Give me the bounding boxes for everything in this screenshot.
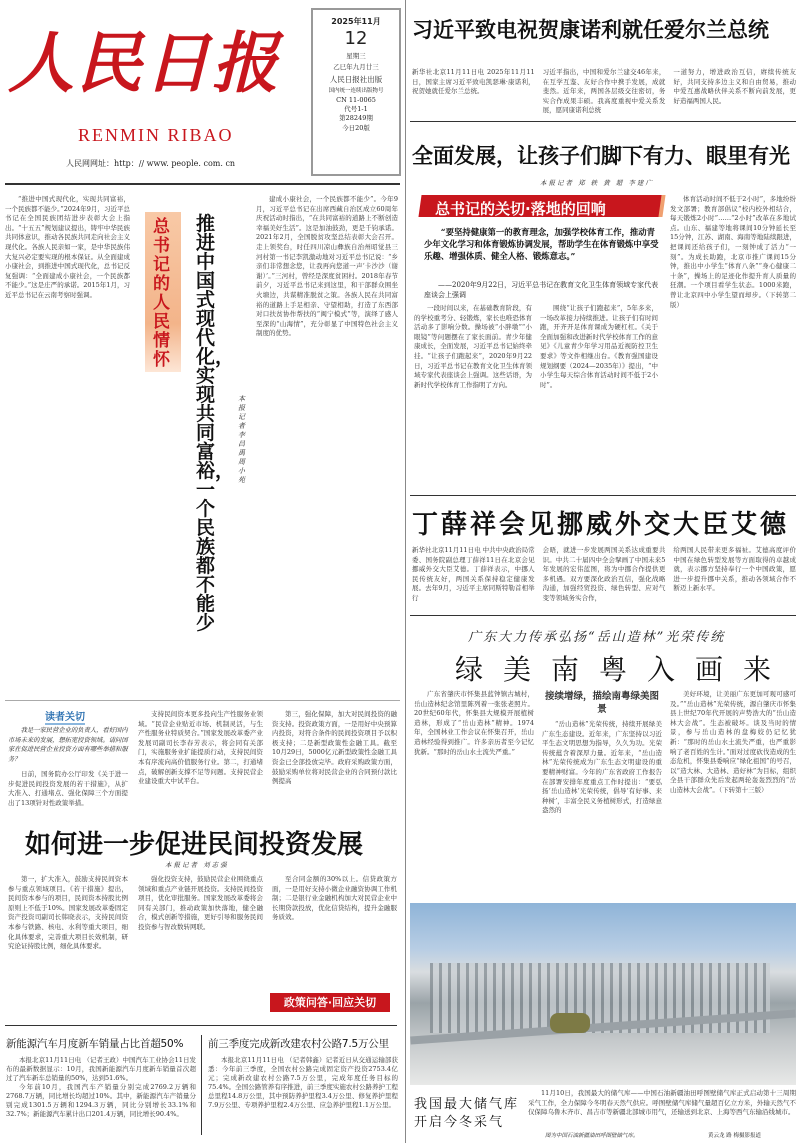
paragraph: 新华社北京11月11日电 中共中央政治局常委、国务院副总理丁薛祥11日在北京会见挪威外交大臣艾德。丁薛祥表示，中挪人民传统友好，两国关系保持稳定健康发展。去年9月，习近平主席同斯特勒首相举行 <box>412 546 535 602</box>
article-a2-col2 <box>540 304 658 390</box>
reader-answer <box>8 770 128 808</box>
paragraph: “岳山造林”光荣传统，持续开展绿美广东生态建设。近年来，广东坚持以习近平生态文明思想为指导，久久为功。光荣传统蕴含着深厚力量。近年来，“岳山造林”光荣传统成为广东生态文明建设的重要精神财富。今年的广东省政府工作报告在部署安排年度重点工作时提出：“要弘扬‘岳山造林’光荣传统，倡导‘有好事、来种树’，丰富全民义务植树形式，打造绿意盎然的 <box>542 720 662 815</box>
paragraph: 美好环境，让美丽广东更加可观可感可及。”“岳山造林”光荣传统，源自肇庆市怀集县上世纪70年代开展的声势浩大的“岳山造林大会战”。生态被破坏。谈及当时的情景，参与岳山造林的盘梅姣仍记忆犹新：“那时的岳山水土流失严重，也严重影响了老百姓的生计。”面对过度砍伐造成的生态危机，怀集县委响应“绿化祖国”的号召，以“造大林、大造林、造好林”为目标，组织全县干部群众先后发起两轮轰轰烈烈的“岳山造林大会战”。（下转第十三版） <box>670 690 796 794</box>
divider <box>201 1035 202 1135</box>
byline-a4: 本报记者 刘志强 <box>165 861 229 869</box>
page-count: 今日20版 <box>342 124 370 132</box>
weekday: 星期三 <box>346 52 366 60</box>
paragraph: 本报北京11月11日电 （记者韩鑫）记者近日从交通运输部获悉：今年前三季度，全国农村公路完成固定资产投资2753.4亿元；完成新改建农村公路7.5万公里，完成年度任务目标的75.4%。全国公路管养有序推进，前三季度实施农村公路养护工程总里程14.8万公里，其中预防养护里程3.4万公里、修复养护里程7.9万公里、专项养护里程2.4万公里、应急养护里程1.1万公里。 <box>208 1056 398 1109</box>
lunar-date: 乙巳年九月廿三 <box>333 63 379 71</box>
date-day: 12 <box>344 28 368 49</box>
section-banner-label: 总书记的关切·落地的回响 <box>435 200 606 218</box>
date-year-month: 2025年11月 <box>331 17 381 26</box>
paragraph: 11月10日，我国最大的储气库——中国石油新疆油田呼图壁储气库正式启动第十三周期采气工作，全力保障今冬明春天然气供应。呼图壁储气库储气量超百亿立方米，外输天然气不仅保障乌鲁木齐市、昌吉市等新疆北部城市用气，还输送到北京、上海等西气东输沿线城市。 <box>528 1089 796 1117</box>
article-a2-col1 <box>414 304 532 390</box>
divider <box>410 495 796 496</box>
paragraph: 一道努力，增进政治互信，赓续传统友好，共同支持多边主义和自由贸易，推动中爱互惠战略伙伴关系不断向前发展，更好造福两国人民。 <box>673 68 797 105</box>
article-a8-col3 <box>670 690 796 796</box>
paragraph: 本报北京11月11日电 （记者王政）中国汽车工业协会11日发布的最新数据显示：10月，我国新能源汽车月度新车销量首次超过了汽车新车总销量的50%，达到51.6%。 <box>6 1056 196 1082</box>
website-link[interactable]: 人民网网址：http：// www. people. com. cn <box>66 159 236 168</box>
article-a3-col2 <box>256 195 398 339</box>
article-a8-col2 <box>542 690 662 816</box>
headline-a1[interactable]: 习近平致电祝贺康诺利就任爱尔兰总统 <box>412 18 769 42</box>
article-a4-col2 <box>138 875 263 933</box>
byline-a2: 本报记者 郑 轶 黄 超 李建广 <box>540 179 654 187</box>
paragraph: 会晤，就进一步发展两国关系达成重要共识。中共二十届四中全会擘画了中国未来5年发展的宏伟蓝图，将为中挪合作提供更多机遇。双方要深化政治互信，强化战略沟通，加强经贸投资、绿色转型、应对气变等领域务实合作， <box>542 546 666 602</box>
paragraph: 围绕“让孩子们跑起来”，5年多来，一场改革接力持续推进。让孩子们有时间跑，开齐开足体育课成为硬杠杠。《关于全面加强和改进新时代学校体育工作的意见》《儿童青少年学习用品近视防控卫生要求》等文件相继出台。《教育强国建设规划纲要（2024—2035年）》提出，“中小学生每天综合体育活动时间不低于2小时”。 <box>540 304 658 389</box>
quote-source: ——2020年9月22日，习近平总书记在教育文化卫生体育领域专家代表座谈会上强调 <box>424 281 659 299</box>
paragraph: 新华社北京11月11日电 2025年11月11日，国家主席习近平致电凯瑟琳·康诺利，祝贺她就任爱尔兰总统。 <box>412 68 535 96</box>
divider <box>405 0 406 1143</box>
article-a4-col3 <box>272 875 397 923</box>
code-number: 代号1-1 <box>344 105 368 113</box>
photo-credit: 黄云龙 路 梅摄影报道 <box>708 1133 761 1139</box>
cn-number: CN 11-0065 <box>336 96 376 104</box>
article-a7-body <box>412 546 796 604</box>
divider <box>410 121 796 122</box>
article-a2-col3 <box>670 195 796 310</box>
paragraph: 体育活动时间不低于2小时”，多地纷纷发文部署；教育部倡议“校内校外相结合，每天锻炼2小时”……“2小时”改革在多地试点。山东、福建等地将课间10分钟延长至15分钟，江苏、湖南、海南等地陆续跟进，把课间还给孩子们，一刻钟成了活力“一刻”。为成长助跑，北京市推广课间15分钟，推出中小学生“体育八条”“身心健康二十条”，操场上的足迹化作提升育人质量的狂潮。一个项目看学生状态。1000米跑，曾让北京四中小学生望而却步。（下转第二版） <box>670 195 796 309</box>
photo-note: 图为中国石油新疆油田呼图壁储气库。 <box>545 1133 639 1139</box>
issue-number: 第28249期 <box>339 114 373 122</box>
masthead <box>0 0 405 185</box>
divider <box>5 700 400 701</box>
headline-a9[interactable] <box>414 1096 519 1132</box>
photo-caption <box>528 1089 796 1118</box>
paragraph: 强化投资支持，鼓励民营企业围绕重点领域和重点产业链开展投资。支持民间投资项目，优化审批服务。国家发展改革委将会同有关部门，推动政策加快落地，健全融合，模式创新等措施，更好引导和服务民间投资参与智改数转网联。 <box>138 875 263 931</box>
headline-a8[interactable]: 绿美南粤入画来 <box>455 653 792 686</box>
registration: 国内统一连续出版物号 <box>328 88 384 94</box>
article-a4-col1 <box>8 875 128 952</box>
headline-a5[interactable]: 新能源汽车月度新车销量占比首超50% <box>6 1038 184 1050</box>
divider <box>5 183 400 185</box>
article-a3-col1 <box>5 195 130 301</box>
paragraph: 日前，国务院办公厅印发《关于进一步促进民间投资发展的若干措施》，从扩大准入、打通堵点、强化保障三个方面提出了13项针对性政策举措。 <box>8 770 128 807</box>
paragraph: 建成小康社会，一个民族都不能少”。今年9月，习近平总书记在出席西藏自治区成立60周年庆祝活动时指出，“在共同富裕的道路上不断创造幸福美好生活”。这是加油鼓劲，更是千钧承诺。2021年2月，全国脱贫攻坚总结表彰大会召开。走上领奖台，时任四川凉山彝族自治州昭觉县三河村第一书记李凯激动地对习近平总书记说：“乡亲们非常想念您，让我再向您道一声‘卡沙沙（谢谢）’。”三河村，曾经是深度贫困村。2018年春节前夕，习近平总书记来到这里，和干部群众围坐火塘边，共谋精准脱贫之策。各族人民在共同富裕的道路上手足相亲、守望相助，打造了东西部对口扶贫协作帮扶的“闽宁模式”等，演绎了感人至深的“山海情”，充分彰显了中国特色社会主义制度的优势。 <box>256 195 398 338</box>
gas-storage-photo <box>410 903 796 1085</box>
pull-quote: “要坚持健康第一的教育理念，加强学校体育工作，推动青少年文化学习和体育锻炼协调发展，帮助学生在体育锻炼中享受乐趣、增强体质、健全人格、锻炼意志。” <box>424 227 659 261</box>
publisher: 人民日报社出版 <box>329 75 383 84</box>
article-a8-col1 <box>414 690 534 757</box>
article-a4-top-col2 <box>138 710 263 787</box>
article-a1-body <box>412 68 796 116</box>
headline-a3[interactable]: 推进中国式现代化，实现共同富裕，一个民族都不能少 <box>196 213 235 634</box>
paragraph: 至合同金额的30%以上。信贷政策方面，一是用好支持小微企业融资协调工作机制；二是银行业金融机构加大对民营企业中长期贷款投放，优化信贷结构，提升金融服务质效。 <box>272 875 397 922</box>
paragraph: “推进中国式现代化，实现共同富裕，一个民族都不能少。”2024年9月，习近平总书记在全国民族团结进步表彰大会上指出。“十五五”规划建议提出，铸牢中华民族共同体意识，推动各民族共同走向社会主义现代化。各族人民亲如一家，是中华民族伟大复兴必定要实现的根本保证。从全面建成小康社会，到推进中国式现代化，总书记反复强调：“全面建成小康社会，一个民族都不能少。”这是庄严的承诺。2015年1月，习近平总书记在云南考察时强调。 <box>5 195 130 299</box>
headline-a9-line1: 我国最大储气库 <box>414 1097 520 1112</box>
paragraph: 第一，扩大准入，鼓励支持民间资本参与重点领域项目。《若干措施》提出，民间资本参与的项目，民间资本持股比例原则上不低于10%。国家发展改革委固定资产投资司副司长韩晓表示，支持民间资本参与铁路、核电、水利等重大项目，细化具体要求，完善重大项目长效机制，研究论证持股比例，细化具体要求。 <box>8 875 128 951</box>
date-box <box>311 8 401 176</box>
divider <box>410 615 796 616</box>
article-a5-body <box>6 1056 196 1119</box>
paragraph: 习近平指出，中国和爱尔兰建交46年来，在互学互鉴、友好合作中携手发展，成就斐然。近年来，两国各层级交往密切，务实合作成果丰硕。我高度重视中爱关系发展，愿同康诺利总统 <box>542 68 666 115</box>
headline-a9-line2: 开启今冬采气 <box>414 1115 505 1130</box>
paragraph: 给两国人民带来更多福祉。艾德高度评价中国在绿色转型发展等方面取得的卓越成就，表示挪方坚持奉行一个中国政策，愿进一步提升挪中关系，推动各领域合作不断迈上新水平。 <box>673 546 797 593</box>
headline-a6[interactable]: 前三季度完成新改建农村公路7.5万公里 <box>208 1038 389 1050</box>
column-ribbon-label: 总书记的人民情怀 <box>153 217 170 370</box>
newspaper-logo: 人民日报 <box>8 24 280 102</box>
paragraph: 第三，强化保障，加大对民间投资的融资支持。投资政策方面，一是用好中央预算内投资，对符合条件的民间投资项目予以积极支持；二是新型政策性金融工具。截至10月29日，5000亿元新型政策性金融工具资金已全部投放完毕。政府采购政策方面，鼓励采购单位将对民营企业的合同预付款比例提高 <box>272 710 397 786</box>
paragraph: 今年前10月，我国汽车产销量分别完成2769.2万辆和2768.7万辆，同比增长均超过10%。其中，新能源汽车产销量分别完成1301.5万辆和1294.3万辆，同比分别增长33.1%和32.7%；新能源汽车累计出口201.4万辆，同比增长90.4%。 <box>6 1083 196 1118</box>
reader-concern-title: 读者关切 <box>45 708 85 725</box>
policy-qa-tag: 政策问答·回应关切 <box>270 993 390 1012</box>
article-a4-top-col3 <box>272 710 397 787</box>
headline-a2[interactable]: 全面发展，让孩子们脚下有力、眼里有光 <box>412 144 790 168</box>
headline-a7[interactable]: 丁薛祥会见挪威外交大臣艾德 <box>412 510 790 540</box>
logo-pinyin: RENMIN RIBAO <box>78 125 234 145</box>
paragraph: 支持民间资本更多投向生产性服务业领域。“民营企业贴近市场、机制灵活，与生产性服务业特质契合。”国家发展改革委产业发展司副司长李春芳表示，将会同有关部门，实施服务业扩能提质行动，支持民间资本有序流向高价值服务行业。第二，打通堵点，破解创新支撑不足等问题。支持民营企业建设重大中试平台。 <box>138 710 263 786</box>
byline-a3: 本报记者 李昌禹 周小苑 <box>238 395 245 484</box>
article-a6-body <box>208 1056 398 1110</box>
paragraph: 一段时间以来，在基础教育阶段，有的学校重考分、轻锻炼，家长也唯恐体育活动多了影响分数。操场被“小胖墩”“小眼镜”等问题摆在了家长面前。青少年健康成长，全面发展，习近平总书记始终牵挂。“让孩子们跑起来”，2020年9月22日，习近平总书记在教育文化卫生体育领域专家代表座谈会上强调。这些话语，为新时代学校体育工作指明了方向。 <box>414 304 532 389</box>
paragraph: 广东省肇庆市怀集县蓝钟镇古城村，岳山造林纪念馆里陈列着一张张老照片。20世纪60年代，怀集县大规模开展植树造林，形成了“岳山造林”精神。1974年，全国林业工作会议在怀集召开，岳山造林经验得到推广。许多亲历者至今记忆犹新。“那时的岳山水土流失严重。” <box>414 690 534 756</box>
reader-question: 我是一家民营企业的负责人，看好国内市场未来的发展，想拓宽投资领域。请问国家在促进民营企业投资方面有哪些举措和服务？ <box>8 727 128 763</box>
kicker-a8: 广东大力传承弘扬“岳山造林”光荣传统 <box>468 630 726 645</box>
divider <box>5 1025 397 1026</box>
subhead-a8: 接续增绿，描绘南粤绿美图景 <box>544 691 659 715</box>
headline-a4[interactable]: 如何进一步促进民间投资发展 <box>25 830 364 860</box>
